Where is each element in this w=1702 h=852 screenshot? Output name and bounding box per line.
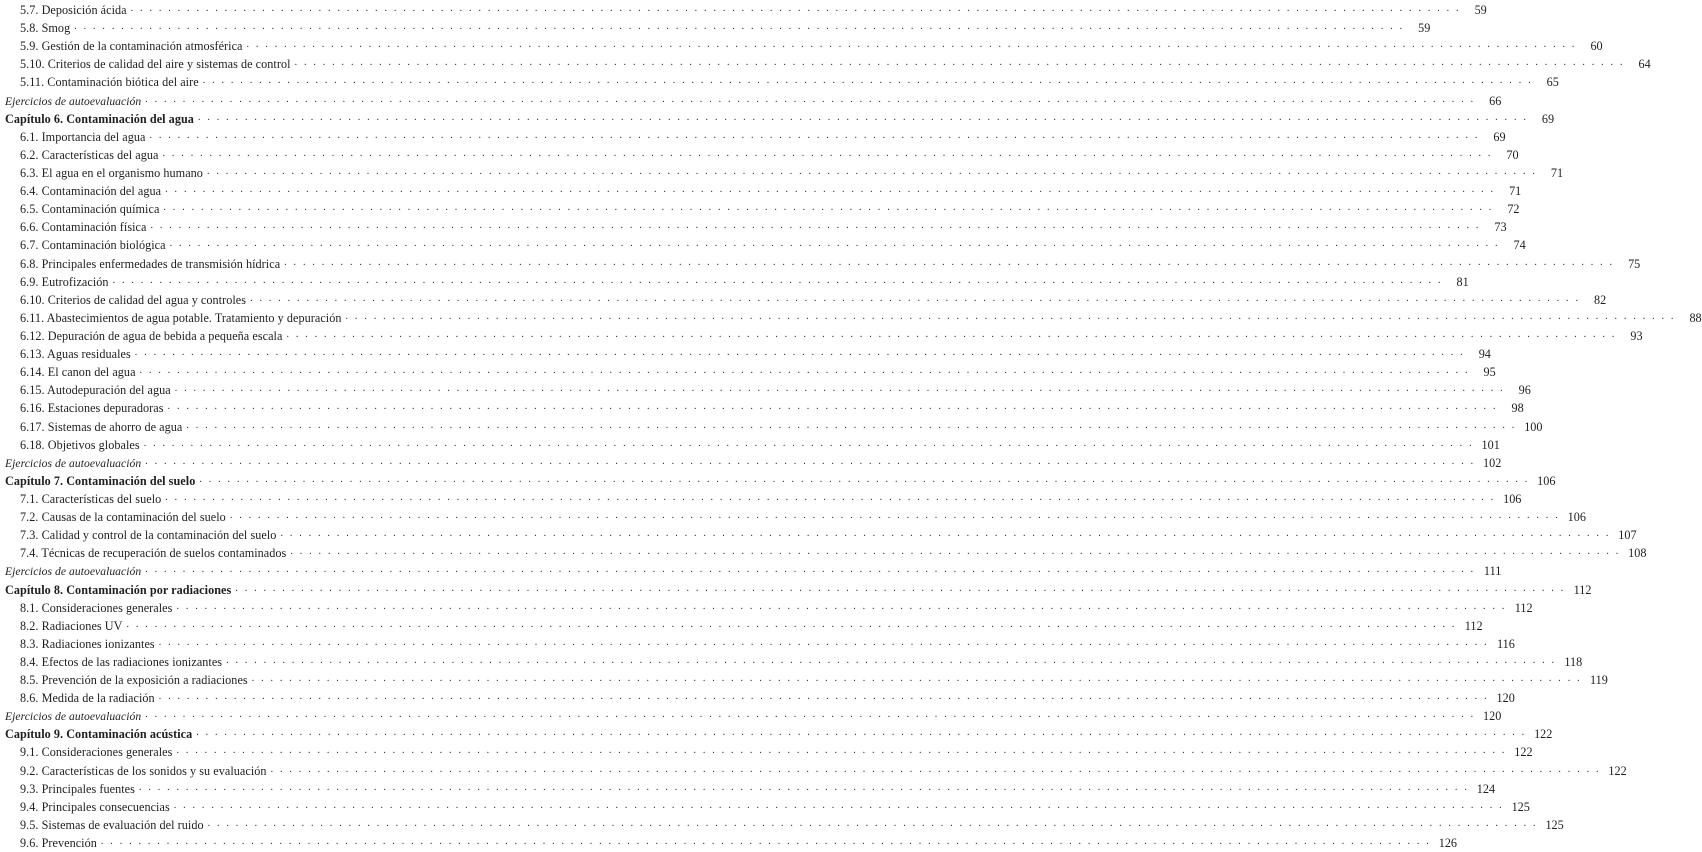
toc-entry-section: [0, 508, 1586, 526]
toc-entry-page-number: 93: [1630, 328, 1643, 343]
dot-leader: [295, 54, 1625, 72]
toc-entry-title: 6.7. Contaminación biológica: [20, 238, 166, 253]
toc-entry-title: 9.6. Prevención: [20, 836, 97, 851]
dot-leader: [149, 127, 1479, 145]
dot-leader: [199, 471, 1529, 489]
toc-entry-title: 9.2. Características de los sonidos y su evaluación: [20, 763, 267, 778]
toc-entry-section: [0, 599, 1533, 617]
toc-entry-page-number: 82: [1593, 292, 1607, 307]
dot-leader: [346, 308, 1676, 326]
dot-leader: [144, 435, 1474, 453]
toc-entry-page-number: 72: [1507, 202, 1520, 217]
dot-leader: [159, 634, 1489, 652]
toc-entry-section: [0, 55, 1651, 73]
toc-entry-title: 9.5. Sistemas de evaluación del ruido: [20, 817, 204, 832]
dot-leader: [145, 91, 1475, 109]
toc-entry-page-number: 73: [1494, 220, 1507, 235]
toc-entry-title: 6.6. Contaminación física: [20, 220, 147, 235]
dot-leader: [170, 235, 1500, 253]
dot-leader: [174, 797, 1504, 815]
toc-entry-chapter: [0, 472, 1556, 490]
toc-entry-page-number: 112: [1573, 582, 1592, 597]
toc-entry-title: Capítulo 9. Contaminación acústica: [5, 727, 193, 742]
dot-leader: [74, 18, 1404, 36]
toc-entry-title: Capítulo 6. Contaminación del agua: [5, 111, 194, 126]
toc-entry-page-number: 98: [1511, 401, 1524, 416]
toc-entry-title: 6.9. Eutrofización: [20, 274, 109, 289]
toc-entry-section: [0, 182, 1522, 200]
toc-entry-page-number: 116: [1496, 636, 1515, 651]
toc-entry-title: 5.9. Gestión de la contaminación atmosférica: [20, 39, 243, 54]
toc-entry-title: 6.12. Depuración de agua de bebida a pequeña escala: [20, 328, 283, 343]
toc-entry-title: 5.10. Criterios de calidad del aire y sistemas de control: [20, 57, 291, 72]
toc-entry-title: 6.1. Importancia del agua: [20, 129, 146, 144]
toc-entry-page-number: 60: [1590, 39, 1603, 54]
toc-entry-page-number: 65: [1546, 75, 1559, 90]
toc-entry-page-number: 88: [1689, 310, 1702, 325]
toc-entry-title: 9.1. Consideraciones generales: [20, 745, 173, 760]
toc-entry-page-number: 81: [1456, 274, 1469, 289]
toc-entry-title: Ejercicios de autoevaluación: [5, 94, 142, 108]
toc-entry-title: 8.2. Radiaciones UV: [20, 618, 123, 633]
toc-entry-title: Ejercicios de autoevaluación: [5, 456, 142, 470]
toc-entry-title: 6.4. Contaminación del agua: [20, 184, 162, 199]
dot-leader: [168, 398, 1498, 416]
toc-entry-page-number: 101: [1481, 437, 1500, 452]
toc-entry-exercise: [0, 454, 1502, 472]
toc-entry-section: [0, 255, 1641, 273]
dot-leader: [145, 453, 1475, 471]
toc-entry-page-number: 112: [1464, 618, 1483, 633]
toc-entry-section: [0, 327, 1643, 345]
toc-entry-page-number: 75: [1628, 256, 1641, 271]
toc-entry-section: [0, 218, 1507, 236]
toc-entry-title: 6.18. Objetivos globales: [20, 437, 140, 452]
toc-entry-section: [0, 399, 1524, 417]
toc-entry-title: Capítulo 7. Contaminación del suelo: [5, 473, 196, 488]
toc-entry-section: [0, 418, 1543, 436]
toc-entry-page-number: 66: [1489, 93, 1502, 108]
toc-entry-page-number: 94: [1478, 347, 1491, 362]
dot-leader: [252, 670, 1582, 688]
dot-leader: [127, 616, 1457, 634]
toc-entry-title: 6.8. Principales enfermedades de transmisión hídrica: [20, 256, 281, 271]
dot-leader: [139, 779, 1469, 797]
dot-leader: [250, 290, 1580, 308]
dot-leader: [176, 742, 1506, 760]
toc-entry-title: 6.14. El canon del agua: [20, 365, 136, 380]
toc-entry-exercise: [0, 562, 1502, 580]
dot-leader: [280, 525, 1610, 543]
dot-leader: [271, 761, 1601, 779]
dot-leader: [163, 199, 1493, 217]
toc-entry-page-number: 95: [1483, 365, 1496, 380]
toc-entry-page-number: 118: [1564, 654, 1583, 669]
toc-entry-page-number: 120: [1483, 709, 1502, 724]
toc-entry-section: [0, 526, 1637, 544]
toc-entry-exercise: [0, 707, 1502, 725]
dot-leader: [150, 217, 1480, 235]
toc-entry-page-number: 102: [1483, 455, 1502, 470]
toc-entry-section: [0, 363, 1496, 381]
toc-entry-section: [0, 345, 1491, 363]
dot-leader: [235, 580, 1565, 598]
toc-entry-title: 5.8. Smog: [20, 21, 71, 36]
toc-entry-section: [0, 635, 1515, 653]
toc-entry-page-number: 59: [1418, 21, 1431, 36]
toc-entry-title: 6.11. Abastecimientos de agua potable. Tratamiento y depuración: [20, 310, 342, 325]
toc-entry-page-number: 107: [1618, 528, 1637, 543]
toc-entry-page-number: 71: [1509, 184, 1522, 199]
toc-entry-section: [0, 146, 1519, 164]
dot-leader: [290, 543, 1620, 561]
toc-entry-chapter: [0, 725, 1553, 743]
toc-entry-page-number: 59: [1474, 3, 1487, 17]
toc-entry-page-number: 122: [1608, 763, 1627, 778]
toc-entry-title: 6.16. Estaciones depuradoras: [20, 401, 164, 416]
toc-entry-section: [0, 780, 1496, 798]
toc-entry-title: 6.5. Contaminación química: [20, 202, 160, 217]
dot-leader: [196, 724, 1526, 742]
toc-entry-section: [0, 834, 1458, 852]
toc-entry-page-number: 122: [1514, 745, 1533, 760]
toc-entry-page-number: 106: [1503, 491, 1522, 506]
toc-entry-page-number: 96: [1518, 383, 1531, 398]
toc-entry-section: [0, 689, 1515, 707]
dot-leader: [186, 417, 1516, 435]
toc-entry-page-number: 126: [1438, 836, 1458, 851]
toc-entry-title: Capítulo 8. Contaminación por radiaciones: [5, 582, 232, 597]
toc-entry-page-number: 112: [1514, 600, 1533, 615]
toc-entry-section: [0, 164, 1564, 182]
dot-leader: [135, 344, 1465, 362]
toc-entry-section: [0, 273, 1469, 291]
dot-leader: [247, 36, 1577, 54]
toc-entry-section: [0, 37, 1603, 55]
dot-leader: [131, 0, 1461, 18]
dot-leader: [145, 561, 1475, 579]
dot-leader: [140, 362, 1470, 380]
toc-entry-title: 5.11. Contaminación biótica del aire: [20, 75, 199, 90]
toc-entry-section: [0, 816, 1564, 834]
dot-leader: [113, 272, 1443, 290]
dot-leader: [286, 326, 1616, 344]
toc-entry-page-number: 106: [1567, 510, 1586, 525]
toc-entry-section: [0, 309, 1702, 327]
toc-entry-page-number: 122: [1534, 727, 1553, 742]
toc-entry-title: 6.17. Sistemas de ahorro de agua: [20, 419, 183, 434]
toc-entry-chapter: [0, 110, 1555, 128]
toc-entry-title: 5.7. Deposición ácida: [20, 3, 127, 17]
toc-entry-page-number: 119: [1589, 673, 1608, 688]
toc-entry-section: [0, 291, 1607, 309]
toc-entry-section: [0, 1, 1487, 19]
dot-leader: [175, 380, 1505, 398]
dot-leader: [163, 145, 1493, 163]
toc-entry-page-number: 124: [1476, 781, 1496, 796]
dot-leader: [226, 652, 1556, 670]
toc-entry-page-number: 69: [1541, 111, 1555, 126]
toc-entry-section: [0, 617, 1483, 635]
toc-entry-page-number: 74: [1513, 238, 1526, 253]
toc-entry-section: [0, 671, 1608, 689]
dot-leader: [230, 507, 1560, 525]
dot-leader: [208, 815, 1538, 833]
toc-entry-page-number: 111: [1483, 564, 1502, 579]
toc-entry-title: 9.4. Principales consecuencias: [20, 799, 170, 814]
toc-entry-title: 6.13. Aguas residuales: [20, 347, 131, 362]
toc-entry-section: [0, 381, 1531, 399]
toc-entry-title: 8.6. Medida de la radiación: [20, 691, 155, 706]
toc-entry-title: 9.3. Principales fuentes: [20, 781, 135, 796]
toc-entry-section: [0, 236, 1526, 254]
toc-entry-title: 7.2. Causas de la contaminación del suelo: [20, 510, 226, 525]
toc-list: [0, 1, 1702, 852]
toc-entry-section: [0, 544, 1647, 562]
dot-leader: [165, 489, 1495, 507]
toc-entry-page-number: 125: [1511, 799, 1530, 814]
toc-entry-title: 6.3. El agua en el organismo humano: [20, 165, 203, 180]
toc-entry-section: [0, 762, 1627, 780]
toc-entry-title: 7.1. Características del suelo: [20, 491, 162, 506]
toc-entry-section: [0, 798, 1530, 816]
dot-leader: [207, 163, 1537, 181]
toc-entry-title: 8.4. Efectos de las radiaciones ionizantes: [20, 654, 223, 669]
dot-leader: [176, 598, 1506, 616]
toc-entry-page-number: 69: [1493, 129, 1506, 144]
toc-entry-page-number: 64: [1638, 57, 1651, 72]
toc-entry-title: Ejercicios de autoevaluación: [5, 710, 142, 724]
toc-entry-section: [0, 19, 1431, 37]
dot-leader: [101, 833, 1431, 851]
toc-entry-title: 7.4. Técnicas de recuperación de suelos contaminados: [20, 546, 287, 561]
toc-entry-section: [0, 200, 1520, 218]
toc-entry-page-number: 70: [1506, 147, 1519, 162]
toc-entry-section: [0, 436, 1500, 454]
toc-entry-title: 6.10. Criterios de calidad del agua y controles: [20, 292, 247, 307]
toc-entry-section: [0, 73, 1559, 91]
toc-entry-page-number: 106: [1537, 473, 1556, 488]
toc-entry-title: 6.2. Características del agua: [20, 147, 159, 162]
toc-entry-page-number: 100: [1524, 419, 1543, 434]
toc-entry-title: 8.1. Consideraciones generales: [20, 600, 173, 615]
dot-leader: [284, 254, 1614, 272]
toc-entry-title: 8.3. Radiaciones ionizantes: [20, 636, 155, 651]
dot-leader: [159, 688, 1489, 706]
toc-entry-section: [0, 743, 1533, 761]
dot-leader: [198, 109, 1528, 127]
toc-entry-page-number: 125: [1545, 817, 1564, 832]
toc-entry-title: 6.15. Autodepuración del agua: [20, 383, 171, 398]
toc-entry-page-number: 120: [1496, 691, 1515, 706]
toc-entry-section: [0, 653, 1583, 671]
toc-entry-section: [0, 128, 1506, 146]
dot-leader: [203, 72, 1533, 90]
toc-entry-page-number: 71: [1550, 165, 1564, 180]
toc-entry-title: 7.3. Calidad y control de la contaminación del suelo: [20, 528, 277, 543]
toc-entry-title: Ejercicios de autoevaluación: [5, 565, 142, 579]
toc-entry-exercise: [0, 92, 1502, 110]
toc-entry-page-number: 108: [1628, 546, 1647, 561]
dot-leader: [165, 181, 1495, 199]
toc-entry-chapter: [0, 581, 1592, 599]
toc-entry-section: [0, 490, 1522, 508]
toc-entry-title: 8.5. Prevención de la exposición a radiaciones: [20, 673, 248, 688]
dot-leader: [145, 706, 1475, 724]
